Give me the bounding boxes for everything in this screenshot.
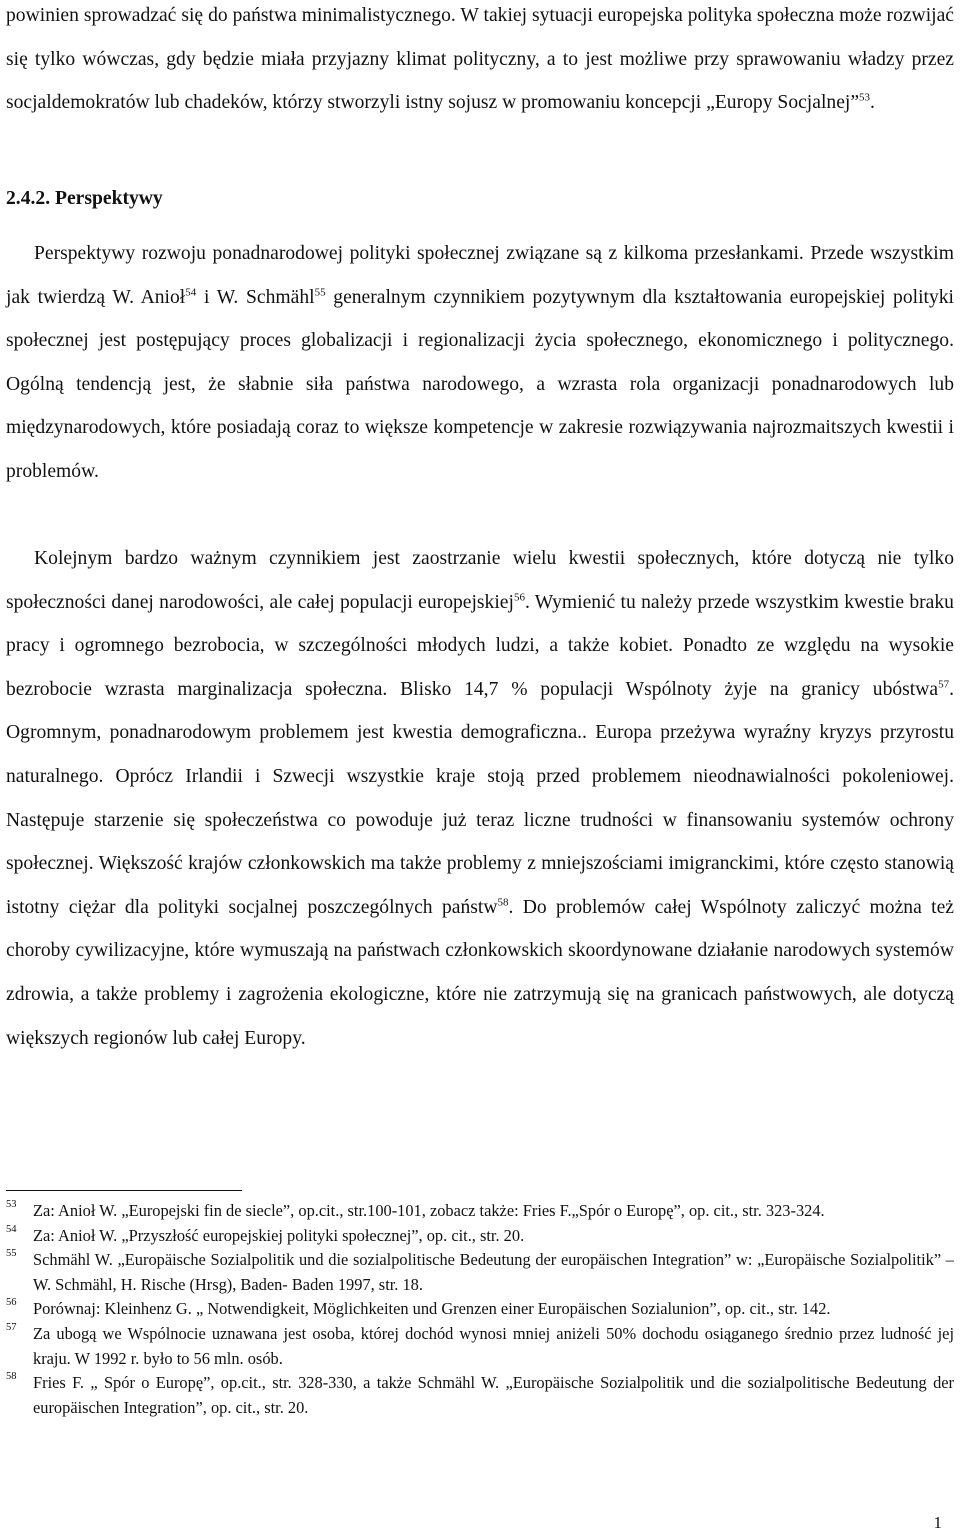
footnote-ref-56[interactable]: 56	[513, 591, 525, 604]
footnote-text: Porównaj: Kleinhenz G. „ Notwendigkeit, Möglichkeiten und Grenzen einer Europäischen Sozialunion”, op. cit., str. 142.	[33, 1299, 831, 1319]
paragraph-text: Perspektywy rozwoju ponadnarodowej polityki społecznej związane są z kilkoma przesłankami. Przede wszystkim jak twierdzą W. Anioł	[6, 243, 954, 308]
section-heading: 2.4.2. Perspektywy	[6, 188, 163, 209]
footnote-number: 56	[6, 1297, 17, 1309]
footnote-57	[6, 1322, 954, 1371]
footnote-55	[6, 1248, 954, 1297]
paragraph-text: Kolejnym bardzo ważnym czynnikiem jest zaostrzanie wielu kwestii społecznych, które dotyczą nie tylko społeczności danej narodowości, ale całej populacji europejskiej	[6, 548, 954, 613]
footnote-54	[6, 1224, 954, 1249]
footnote-separator	[6, 1190, 242, 1191]
footnote-ref-53[interactable]: 53	[859, 91, 871, 104]
paragraph-text: generalnym czynnikiem pozytywnym dla kształtowania europejskiej polityki społecznej jest postępujący proces globalizacji i regionalizacji życia społecznego, ekonomicznego i politycznego. Ogólną tendencją jest, że słabnie siła państwa narodowego, a wzrasta rola organizacji ponadnarodowych lub międzynarodowych, które posiadają coraz to większe kompetencje w zakresie rozwiązywania najrozmaitszych kwestii i problemów.	[6, 286, 954, 482]
paragraph-continuation: powinien sprowadzać się do państwa minimalistycznego. W takiej sytuacji europejska polityka społeczna może rozwijać się tylko wówczas, gdy będzie miała przyjazny klimat polityczny, a to jest możliwe przy sprawowaniu władzy przez socjaldemokratów lub chadeków, którzy stworzyli istny sojusz w promowaniu koncepcji „Europy Socjalnej”$^{53}$.	[6, 5, 954, 114]
footnote-ref-55[interactable]: 55	[314, 286, 326, 299]
footnote-text: Za: Anioł W. „Europejski fin de siecle”, op.cit., str.100-101, zobacz także: Fries F.„Spór o Europę”, op. cit., str. 323-324.	[33, 1201, 825, 1220]
footnote-number: 53	[6, 1199, 17, 1210]
footnote-ref-58[interactable]: 58	[497, 896, 509, 909]
paragraph-text: powinien sprowadzać się do państwa minimalistycznego. W takiej sytuacji europejska polityka społeczna może rozwijać się tylko wówczas, gdy będzie miała przyjazny klimat polityczny, a to jest możliwe przy sprawowaniu władzy przez socjaldemokratów lub chadeków, którzy stworzyli istny sojusz w promowaniu koncepcji „Europy Socjalnej”	[6, 5, 954, 114]
footnote-text: Za: Anioł W. „Przyszłość europejskiej polityki społecznej”, op. cit., str. 20.	[33, 1225, 525, 1245]
footnote-text: Za ubogą we Wspólnocie uznawana jest osoba, której dochód wynosi mniej aniżeli 50% dochodu osiąganego średnio przez ludność jej kraju. W 1992 r. było to 56 mln. osób.	[33, 1323, 954, 1368]
footnote-ref-57[interactable]: 57	[938, 678, 950, 691]
footnote-number: 54	[6, 1223, 17, 1235]
footnote-text: Schmähl W. „Europäische Sozialpolitik und die sozialpolitische Bedeutung der europäischen Integration” w: „Europäische Sozialpolitik” – W. Schmähl, H. Rische (Hrsg), Baden- Baden 1997, str. 18.	[33, 1250, 954, 1294]
paragraph-text: i W. Schmähl	[196, 286, 315, 308]
footnotes-section	[6, 1199, 954, 1420]
footnote-number: 58	[6, 1371, 17, 1383]
footnote-56	[6, 1297, 954, 1322]
footnote-number: 57	[6, 1321, 17, 1333]
footnote-58	[6, 1371, 954, 1420]
paragraph-factors	[6, 537, 954, 1060]
paragraph-text: . Wymienić tu należy przede wszystkim kwestie braku pracy i ogromnego bezrobocia, w szczególności młodych ludzi, a także kobiet. Ponadto ze względu na wysokie bezrobocie wzrasta marginalizacja społeczna. Blisko 14,7 % populacji Wspólnoty żyje na granicy ubóstwa	[6, 591, 954, 700]
footnote-text: Fries F. „ Spór o Europę”, op.cit., str. 328-330, a także Schmähl W. „Europäische Sozialpolitik und die sozialpolitische Bedeutung der europäischen Integration”, op. cit., str. 20.	[33, 1373, 954, 1417]
footnote-53	[6, 1199, 954, 1224]
paragraph-perspectives	[6, 232, 954, 494]
footnote-number: 55	[6, 1248, 17, 1260]
paragraph-text: . Ogromnym, ponadnarodowym problemem jest kwestia demograficzna.. Europa przeżywa wyraźny kryzys przyrostu naturalnego. Oprócz Irlandii i Szwecji wszystkie kraje stoją przed problemem nieodnawialności pokoleniowej. Następuje starzenie się społeczeństwa co powoduje już teraz liczne trudności w finansowaniu systemów ochrony społecznej. Większość krajów członkowskich ma także problemy z mniejszościami imigranckimi, które często stanowią istotny ciężar dla polityki socjalnej poszczególnych państw	[6, 678, 954, 918]
footnote-ref-54[interactable]: 54	[185, 286, 197, 299]
page-number: 1	[933, 1513, 942, 1532]
paragraph-text: . Do problemów całej Wspólnoty zaliczyć można też choroby cywilizacyjne, które wymuszają na państwach członkowskich skoordynowane działanie narodowych systemów zdrowia, a także problemy i zagrożenia ekologiczne, które nie zatrzymują się na granicach państwowych, ale dotyczą większych regionów lub całej Europy.	[6, 896, 954, 1049]
